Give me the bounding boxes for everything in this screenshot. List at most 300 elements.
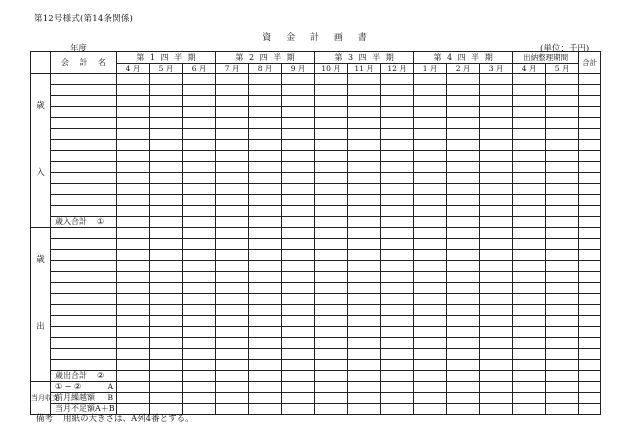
amount-cell[interactable] xyxy=(348,96,381,107)
account-name-cell[interactable] xyxy=(51,129,117,140)
amount-cell[interactable] xyxy=(381,217,414,228)
amount-cell[interactable] xyxy=(513,294,546,305)
amount-cell[interactable] xyxy=(546,129,579,140)
amount-cell[interactable] xyxy=(348,272,381,283)
amount-cell[interactable] xyxy=(150,85,183,96)
amount-cell[interactable] xyxy=(150,74,183,85)
amount-cell[interactable] xyxy=(480,327,513,338)
amount-cell[interactable] xyxy=(414,85,447,96)
amount-cell[interactable] xyxy=(282,371,315,382)
account-name-cell[interactable] xyxy=(51,162,117,173)
amount-cell[interactable] xyxy=(579,184,601,195)
amount-cell[interactable] xyxy=(447,393,480,404)
account-name-cell[interactable] xyxy=(51,118,117,129)
amount-cell[interactable] xyxy=(249,305,282,316)
amount-cell[interactable] xyxy=(183,327,216,338)
amount-cell[interactable] xyxy=(117,206,150,217)
amount-cell[interactable] xyxy=(546,305,579,316)
amount-cell[interactable] xyxy=(216,316,249,327)
amount-cell[interactable] xyxy=(381,129,414,140)
amount-cell[interactable] xyxy=(447,360,480,371)
amount-cell[interactable] xyxy=(447,382,480,393)
amount-cell[interactable] xyxy=(579,305,601,316)
amount-cell[interactable] xyxy=(249,107,282,118)
amount-cell[interactable] xyxy=(414,140,447,151)
amount-cell[interactable] xyxy=(348,349,381,360)
amount-cell[interactable] xyxy=(447,239,480,250)
amount-cell[interactable] xyxy=(183,250,216,261)
amount-cell[interactable] xyxy=(480,382,513,393)
amount-cell[interactable] xyxy=(117,338,150,349)
amount-cell[interactable] xyxy=(249,206,282,217)
account-name-cell[interactable] xyxy=(51,239,117,250)
amount-cell[interactable] xyxy=(150,129,183,140)
amount-cell[interactable] xyxy=(249,294,282,305)
amount-cell[interactable] xyxy=(414,107,447,118)
amount-cell[interactable] xyxy=(216,272,249,283)
amount-cell[interactable] xyxy=(249,173,282,184)
amount-cell[interactable] xyxy=(282,316,315,327)
amount-cell[interactable] xyxy=(216,151,249,162)
amount-cell[interactable] xyxy=(117,217,150,228)
amount-cell[interactable] xyxy=(315,349,348,360)
amount-cell[interactable] xyxy=(579,129,601,140)
amount-cell[interactable] xyxy=(381,371,414,382)
amount-cell[interactable] xyxy=(315,107,348,118)
amount-cell[interactable] xyxy=(315,96,348,107)
amount-cell[interactable] xyxy=(513,96,546,107)
amount-cell[interactable] xyxy=(216,250,249,261)
amount-cell[interactable] xyxy=(579,107,601,118)
amount-cell[interactable] xyxy=(381,118,414,129)
amount-cell[interactable] xyxy=(150,338,183,349)
account-name-cell[interactable] xyxy=(51,305,117,316)
amount-cell[interactable] xyxy=(117,382,150,393)
amount-cell[interactable] xyxy=(249,228,282,239)
amount-cell[interactable] xyxy=(249,184,282,195)
amount-cell[interactable] xyxy=(480,294,513,305)
amount-cell[interactable] xyxy=(579,272,601,283)
amount-cell[interactable] xyxy=(249,261,282,272)
amount-cell[interactable] xyxy=(513,272,546,283)
amount-cell[interactable] xyxy=(183,349,216,360)
amount-cell[interactable] xyxy=(414,228,447,239)
amount-cell[interactable] xyxy=(447,316,480,327)
amount-cell[interactable] xyxy=(348,250,381,261)
amount-cell[interactable] xyxy=(447,371,480,382)
amount-cell[interactable] xyxy=(282,272,315,283)
account-name-cell[interactable] xyxy=(51,96,117,107)
amount-cell[interactable] xyxy=(315,217,348,228)
amount-cell[interactable] xyxy=(183,316,216,327)
amount-cell[interactable] xyxy=(480,151,513,162)
amount-cell[interactable] xyxy=(348,338,381,349)
amount-cell[interactable] xyxy=(183,371,216,382)
amount-cell[interactable] xyxy=(480,118,513,129)
amount-cell[interactable] xyxy=(513,118,546,129)
amount-cell[interactable] xyxy=(348,107,381,118)
account-name-cell[interactable] xyxy=(51,327,117,338)
amount-cell[interactable] xyxy=(117,371,150,382)
amount-cell[interactable] xyxy=(414,338,447,349)
amount-cell[interactable] xyxy=(414,74,447,85)
amount-cell[interactable] xyxy=(447,85,480,96)
amount-cell[interactable] xyxy=(150,393,183,404)
amount-cell[interactable] xyxy=(480,261,513,272)
amount-cell[interactable] xyxy=(282,96,315,107)
amount-cell[interactable] xyxy=(579,261,601,272)
amount-cell[interactable] xyxy=(348,217,381,228)
amount-cell[interactable] xyxy=(282,162,315,173)
amount-cell[interactable] xyxy=(315,382,348,393)
amount-cell[interactable] xyxy=(117,283,150,294)
amount-cell[interactable] xyxy=(480,404,513,415)
amount-cell[interactable] xyxy=(249,316,282,327)
amount-cell[interactable] xyxy=(150,239,183,250)
amount-cell[interactable] xyxy=(546,239,579,250)
amount-cell[interactable] xyxy=(414,371,447,382)
amount-cell[interactable] xyxy=(513,338,546,349)
amount-cell[interactable] xyxy=(117,228,150,239)
amount-cell[interactable] xyxy=(513,85,546,96)
amount-cell[interactable] xyxy=(513,129,546,140)
amount-cell[interactable] xyxy=(447,195,480,206)
amount-cell[interactable] xyxy=(546,272,579,283)
amount-cell[interactable] xyxy=(381,107,414,118)
amount-cell[interactable] xyxy=(579,316,601,327)
amount-cell[interactable] xyxy=(249,140,282,151)
amount-cell[interactable] xyxy=(480,217,513,228)
amount-cell[interactable] xyxy=(249,195,282,206)
amount-cell[interactable] xyxy=(579,162,601,173)
amount-cell[interactable] xyxy=(513,371,546,382)
amount-cell[interactable] xyxy=(348,85,381,96)
amount-cell[interactable] xyxy=(216,393,249,404)
amount-cell[interactable] xyxy=(315,184,348,195)
amount-cell[interactable] xyxy=(381,316,414,327)
amount-cell[interactable] xyxy=(150,360,183,371)
amount-cell[interactable] xyxy=(315,85,348,96)
amount-cell[interactable] xyxy=(414,195,447,206)
account-name-cell[interactable] xyxy=(51,272,117,283)
amount-cell[interactable] xyxy=(117,360,150,371)
amount-cell[interactable] xyxy=(579,96,601,107)
amount-cell[interactable] xyxy=(150,371,183,382)
amount-cell[interactable] xyxy=(480,162,513,173)
amount-cell[interactable] xyxy=(249,162,282,173)
amount-cell[interactable] xyxy=(348,162,381,173)
amount-cell[interactable] xyxy=(414,217,447,228)
amount-cell[interactable] xyxy=(513,283,546,294)
amount-cell[interactable] xyxy=(546,228,579,239)
amount-cell[interactable] xyxy=(546,404,579,415)
amount-cell[interactable] xyxy=(546,85,579,96)
amount-cell[interactable] xyxy=(216,338,249,349)
amount-cell[interactable] xyxy=(315,151,348,162)
amount-cell[interactable] xyxy=(216,184,249,195)
amount-cell[interactable] xyxy=(348,305,381,316)
amount-cell[interactable] xyxy=(315,74,348,85)
amount-cell[interactable] xyxy=(579,404,601,415)
amount-cell[interactable] xyxy=(513,305,546,316)
amount-cell[interactable] xyxy=(447,118,480,129)
amount-cell[interactable] xyxy=(546,360,579,371)
amount-cell[interactable] xyxy=(348,327,381,338)
amount-cell[interactable] xyxy=(315,129,348,140)
amount-cell[interactable] xyxy=(480,360,513,371)
amount-cell[interactable] xyxy=(216,349,249,360)
amount-cell[interactable] xyxy=(546,294,579,305)
amount-cell[interactable] xyxy=(216,74,249,85)
amount-cell[interactable] xyxy=(447,338,480,349)
amount-cell[interactable] xyxy=(447,305,480,316)
amount-cell[interactable] xyxy=(414,118,447,129)
amount-cell[interactable] xyxy=(414,327,447,338)
amount-cell[interactable] xyxy=(249,217,282,228)
amount-cell[interactable] xyxy=(282,382,315,393)
amount-cell[interactable] xyxy=(447,184,480,195)
amount-cell[interactable] xyxy=(414,96,447,107)
amount-cell[interactable] xyxy=(414,151,447,162)
amount-cell[interactable] xyxy=(216,162,249,173)
amount-cell[interactable] xyxy=(216,261,249,272)
amount-cell[interactable] xyxy=(150,140,183,151)
amount-cell[interactable] xyxy=(183,118,216,129)
amount-cell[interactable] xyxy=(381,382,414,393)
amount-cell[interactable] xyxy=(414,272,447,283)
account-name-cell[interactable] xyxy=(51,85,117,96)
amount-cell[interactable] xyxy=(183,217,216,228)
amount-cell[interactable] xyxy=(282,349,315,360)
amount-cell[interactable] xyxy=(381,349,414,360)
amount-cell[interactable] xyxy=(183,151,216,162)
amount-cell[interactable] xyxy=(447,162,480,173)
amount-cell[interactable] xyxy=(150,151,183,162)
amount-cell[interactable] xyxy=(579,85,601,96)
amount-cell[interactable] xyxy=(513,228,546,239)
amount-cell[interactable] xyxy=(546,316,579,327)
amount-cell[interactable] xyxy=(282,85,315,96)
amount-cell[interactable] xyxy=(513,173,546,184)
amount-cell[interactable] xyxy=(348,129,381,140)
amount-cell[interactable] xyxy=(480,371,513,382)
amount-cell[interactable] xyxy=(282,338,315,349)
amount-cell[interactable] xyxy=(216,129,249,140)
amount-cell[interactable] xyxy=(183,305,216,316)
amount-cell[interactable] xyxy=(315,261,348,272)
amount-cell[interactable] xyxy=(117,195,150,206)
amount-cell[interactable] xyxy=(150,107,183,118)
amount-cell[interactable] xyxy=(480,338,513,349)
amount-cell[interactable] xyxy=(117,294,150,305)
amount-cell[interactable] xyxy=(249,250,282,261)
amount-cell[interactable] xyxy=(546,217,579,228)
amount-cell[interactable] xyxy=(381,261,414,272)
amount-cell[interactable] xyxy=(546,140,579,151)
amount-cell[interactable] xyxy=(282,184,315,195)
amount-cell[interactable] xyxy=(315,305,348,316)
amount-cell[interactable] xyxy=(414,393,447,404)
amount-cell[interactable] xyxy=(249,338,282,349)
amount-cell[interactable] xyxy=(546,283,579,294)
amount-cell[interactable] xyxy=(381,272,414,283)
amount-cell[interactable] xyxy=(480,272,513,283)
amount-cell[interactable] xyxy=(117,316,150,327)
amount-cell[interactable] xyxy=(546,195,579,206)
amount-cell[interactable] xyxy=(480,305,513,316)
amount-cell[interactable] xyxy=(282,217,315,228)
amount-cell[interactable] xyxy=(381,338,414,349)
amount-cell[interactable] xyxy=(414,129,447,140)
amount-cell[interactable] xyxy=(249,85,282,96)
amount-cell[interactable] xyxy=(315,118,348,129)
amount-cell[interactable] xyxy=(381,173,414,184)
amount-cell[interactable] xyxy=(183,382,216,393)
amount-cell[interactable] xyxy=(546,173,579,184)
amount-cell[interactable] xyxy=(579,151,601,162)
amount-cell[interactable] xyxy=(282,173,315,184)
amount-cell[interactable] xyxy=(183,173,216,184)
amount-cell[interactable] xyxy=(513,239,546,250)
amount-cell[interactable] xyxy=(381,74,414,85)
amount-cell[interactable] xyxy=(249,382,282,393)
amount-cell[interactable] xyxy=(579,118,601,129)
amount-cell[interactable] xyxy=(315,338,348,349)
amount-cell[interactable] xyxy=(513,206,546,217)
amount-cell[interactable] xyxy=(381,151,414,162)
amount-cell[interactable] xyxy=(282,140,315,151)
amount-cell[interactable] xyxy=(282,360,315,371)
amount-cell[interactable] xyxy=(348,404,381,415)
amount-cell[interactable] xyxy=(546,184,579,195)
amount-cell[interactable] xyxy=(513,184,546,195)
amount-cell[interactable] xyxy=(150,195,183,206)
amount-cell[interactable] xyxy=(183,107,216,118)
amount-cell[interactable] xyxy=(348,195,381,206)
amount-cell[interactable] xyxy=(117,74,150,85)
amount-cell[interactable] xyxy=(348,316,381,327)
amount-cell[interactable] xyxy=(183,96,216,107)
amount-cell[interactable] xyxy=(249,393,282,404)
amount-cell[interactable] xyxy=(117,272,150,283)
amount-cell[interactable] xyxy=(117,327,150,338)
amount-cell[interactable] xyxy=(150,162,183,173)
amount-cell[interactable] xyxy=(414,173,447,184)
amount-cell[interactable] xyxy=(513,217,546,228)
amount-cell[interactable] xyxy=(216,173,249,184)
amount-cell[interactable] xyxy=(315,239,348,250)
amount-cell[interactable] xyxy=(117,118,150,129)
amount-cell[interactable] xyxy=(117,239,150,250)
amount-cell[interactable] xyxy=(315,371,348,382)
amount-cell[interactable] xyxy=(117,173,150,184)
amount-cell[interactable] xyxy=(381,404,414,415)
amount-cell[interactable] xyxy=(216,371,249,382)
amount-cell[interactable] xyxy=(117,162,150,173)
amount-cell[interactable] xyxy=(183,129,216,140)
amount-cell[interactable] xyxy=(480,228,513,239)
amount-cell[interactable] xyxy=(348,118,381,129)
account-name-cell[interactable] xyxy=(51,294,117,305)
amount-cell[interactable] xyxy=(513,250,546,261)
account-name-cell[interactable] xyxy=(51,206,117,217)
amount-cell[interactable] xyxy=(414,261,447,272)
amount-cell[interactable] xyxy=(183,360,216,371)
amount-cell[interactable] xyxy=(249,129,282,140)
amount-cell[interactable] xyxy=(117,393,150,404)
amount-cell[interactable] xyxy=(315,294,348,305)
amount-cell[interactable] xyxy=(381,184,414,195)
amount-cell[interactable] xyxy=(150,184,183,195)
amount-cell[interactable] xyxy=(282,294,315,305)
amount-cell[interactable] xyxy=(150,96,183,107)
amount-cell[interactable] xyxy=(348,283,381,294)
amount-cell[interactable] xyxy=(546,261,579,272)
amount-cell[interactable] xyxy=(546,162,579,173)
account-name-cell[interactable] xyxy=(51,316,117,327)
amount-cell[interactable] xyxy=(447,140,480,151)
amount-cell[interactable] xyxy=(381,239,414,250)
amount-cell[interactable] xyxy=(249,404,282,415)
amount-cell[interactable] xyxy=(150,305,183,316)
amount-cell[interactable] xyxy=(480,96,513,107)
amount-cell[interactable] xyxy=(546,107,579,118)
amount-cell[interactable] xyxy=(150,206,183,217)
amount-cell[interactable] xyxy=(414,382,447,393)
amount-cell[interactable] xyxy=(348,360,381,371)
amount-cell[interactable] xyxy=(480,250,513,261)
amount-cell[interactable] xyxy=(447,151,480,162)
amount-cell[interactable] xyxy=(447,272,480,283)
amount-cell[interactable] xyxy=(414,349,447,360)
amount-cell[interactable] xyxy=(216,107,249,118)
amount-cell[interactable] xyxy=(183,393,216,404)
amount-cell[interactable] xyxy=(348,239,381,250)
amount-cell[interactable] xyxy=(579,74,601,85)
account-name-cell[interactable] xyxy=(51,338,117,349)
amount-cell[interactable] xyxy=(117,96,150,107)
amount-cell[interactable] xyxy=(480,173,513,184)
amount-cell[interactable] xyxy=(579,382,601,393)
amount-cell[interactable] xyxy=(579,371,601,382)
amount-cell[interactable] xyxy=(546,371,579,382)
amount-cell[interactable] xyxy=(348,173,381,184)
amount-cell[interactable] xyxy=(381,228,414,239)
amount-cell[interactable] xyxy=(282,250,315,261)
amount-cell[interactable] xyxy=(282,305,315,316)
amount-cell[interactable] xyxy=(414,305,447,316)
amount-cell[interactable] xyxy=(348,294,381,305)
amount-cell[interactable] xyxy=(546,382,579,393)
amount-cell[interactable] xyxy=(414,206,447,217)
amount-cell[interactable] xyxy=(282,261,315,272)
amount-cell[interactable] xyxy=(579,217,601,228)
amount-cell[interactable] xyxy=(315,404,348,415)
amount-cell[interactable] xyxy=(381,250,414,261)
amount-cell[interactable] xyxy=(546,327,579,338)
amount-cell[interactable] xyxy=(480,107,513,118)
amount-cell[interactable] xyxy=(183,85,216,96)
amount-cell[interactable] xyxy=(480,316,513,327)
amount-cell[interactable] xyxy=(546,206,579,217)
amount-cell[interactable] xyxy=(480,349,513,360)
amount-cell[interactable] xyxy=(150,173,183,184)
amount-cell[interactable] xyxy=(348,74,381,85)
amount-cell[interactable] xyxy=(348,184,381,195)
account-name-cell[interactable] xyxy=(51,107,117,118)
amount-cell[interactable] xyxy=(183,272,216,283)
amount-cell[interactable] xyxy=(216,217,249,228)
